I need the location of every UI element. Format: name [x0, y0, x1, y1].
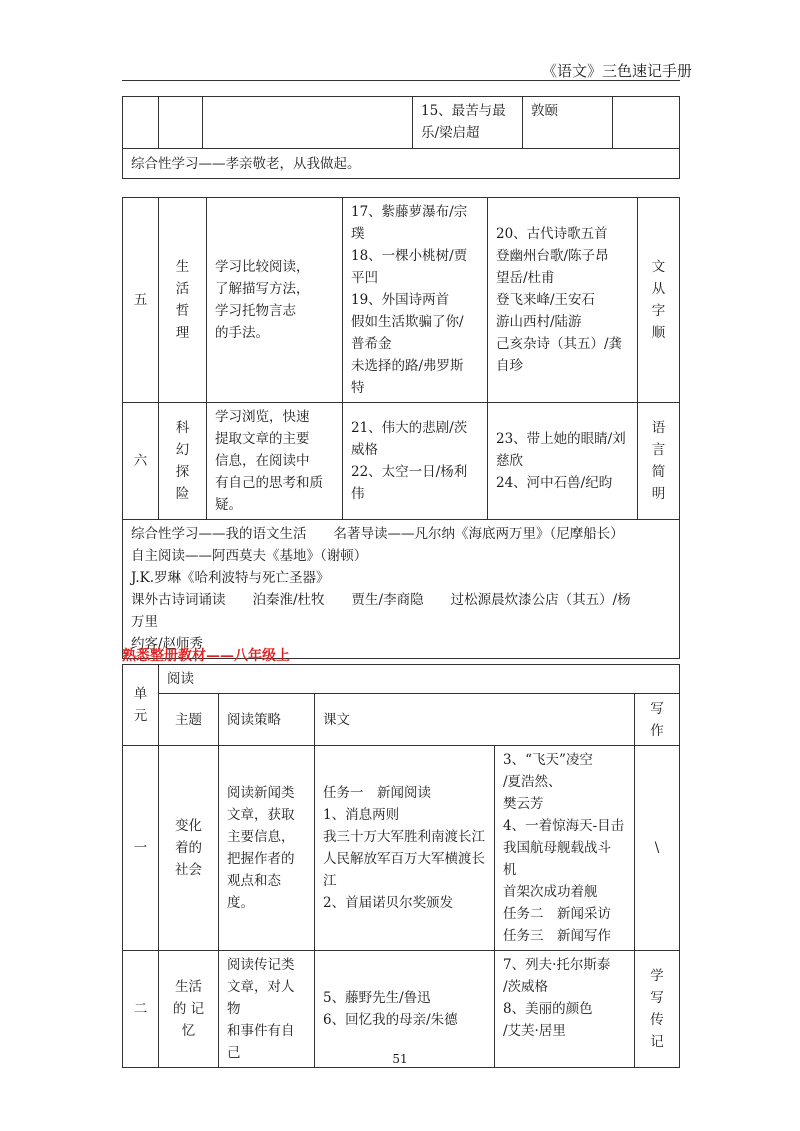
strategy-cell: 阅读传记类 文章，对人物 和事件有自 己	[219, 951, 315, 1068]
lessons-cell: 17、紫藤萝瀑布/宗 璞 18、一棵小桃树/贾 平凹 19、外国诗两首 假如生活欺骗了你/ 普希金 未选择的路/弗罗斯 特	[343, 198, 488, 403]
unit-cell: 二	[123, 951, 159, 1068]
writing-header: 写 作	[635, 694, 680, 746]
unit-cell: 六	[123, 403, 159, 520]
table-header-row	[123, 665, 680, 694]
strategy-cell: 学习比较阅读， 了解描写方法， 学习托物言志 的手法。	[207, 198, 343, 403]
table-1	[122, 96, 680, 179]
table-3	[122, 664, 680, 1068]
reading-header: 阅读	[159, 665, 680, 694]
writing-cell: 文 从 字 顺	[638, 198, 680, 403]
self-read-cell: 20、古代诗歌五首 登幽州台歌/陈子昂 望岳/杜甫 登飞来峰/王安石 游山西村/陆游 己亥杂诗（其五）/龚 自珍	[488, 198, 638, 403]
table1-footer: 综合性学习——孝亲敬老，从我做起。	[123, 149, 680, 179]
table-2	[122, 197, 680, 659]
lesson-cell: 15、最苦与最 乐/梁启超	[413, 97, 523, 149]
self-read-cell: 3、“飞天”凌空 /夏浩然、 樊云芳 4、一着惊海天-目击 我国航母舰载战斗 机 首架次成功着舰 任务二 新闻采访 任务三 新闻写作	[495, 746, 635, 951]
theme-cell: 科 幻 探 险	[159, 403, 207, 520]
unit-cell: 五	[123, 198, 159, 403]
writing-cell: 学 写 传 记	[635, 951, 680, 1068]
section-heading: 熟悉整册教材——八年级上	[122, 648, 290, 664]
table-row	[123, 746, 680, 951]
header-title: 《语文》三色速记手册	[541, 62, 692, 80]
strategy-cell: 阅读新闻类 文章，获取 主要信息， 把握作者的 观点和态度。	[219, 746, 315, 951]
theme-cell: 生 活 哲 理	[159, 198, 207, 403]
self-read-cell: 敦颐	[523, 97, 613, 149]
table-header-row	[123, 694, 680, 746]
lessons-header: 课文	[315, 694, 635, 746]
strategy-cell: 学习浏览，快速 提取文章的主要 信息，在阅读中 有自己的思考和质 疑。	[207, 403, 343, 520]
header-rule	[122, 80, 680, 81]
table2-footer: 综合性学习——我的语文生活 名著导读——凡尔纳《海底两万里》（尼摩船长） 自主阅读——阿西莫夫《基地》（谢顿） J.K.罗琳《哈利波特与死亡圣器》 课外古诗词诵读 泊秦淮/杜牧 贾生/李商隐 过松源晨炊漆公店（其五）/杨 万里 约客/赵师秀	[123, 520, 680, 659]
lessons-cell: 任务一 新闻阅读 1、消息两则 我三十万大军胜利南渡长江 人民解放军百万大军横渡长 江 2、首届诺贝尔奖颁发	[315, 746, 495, 951]
lessons-cell: 21、伟大的悲剧/茨 威格 22、太空一日/杨利 伟	[343, 403, 488, 520]
writing-cell: \	[635, 746, 680, 951]
table-footer-row	[123, 149, 680, 179]
writing-cell: 语 言 简 明	[638, 403, 680, 520]
self-read-cell: 7、列夫·托尔斯泰 /茨威格 8、美丽的颜色 /艾芙·居里	[495, 951, 635, 1068]
self-read-cell: 23、带上她的眼睛/刘 慈欣 24、河中石兽/纪昀	[488, 403, 638, 520]
theme-cell: 生活 的 记 忆	[159, 951, 219, 1068]
unit-header: 单 元	[123, 665, 159, 746]
table-row	[123, 97, 680, 149]
table-footer-row	[123, 520, 680, 659]
theme-header: 主题	[159, 694, 219, 746]
table-row	[123, 403, 680, 520]
lessons-cell: 5、藤野先生/鲁迅 6、回忆我的母亲/朱德	[315, 951, 495, 1068]
strategy-header: 阅读策略	[219, 694, 315, 746]
theme-cell: 变化 着的 社会	[159, 746, 219, 951]
unit-cell: 一	[123, 746, 159, 951]
table-row	[123, 951, 680, 1068]
table-row	[123, 198, 680, 403]
page-number: 51	[392, 1052, 408, 1066]
